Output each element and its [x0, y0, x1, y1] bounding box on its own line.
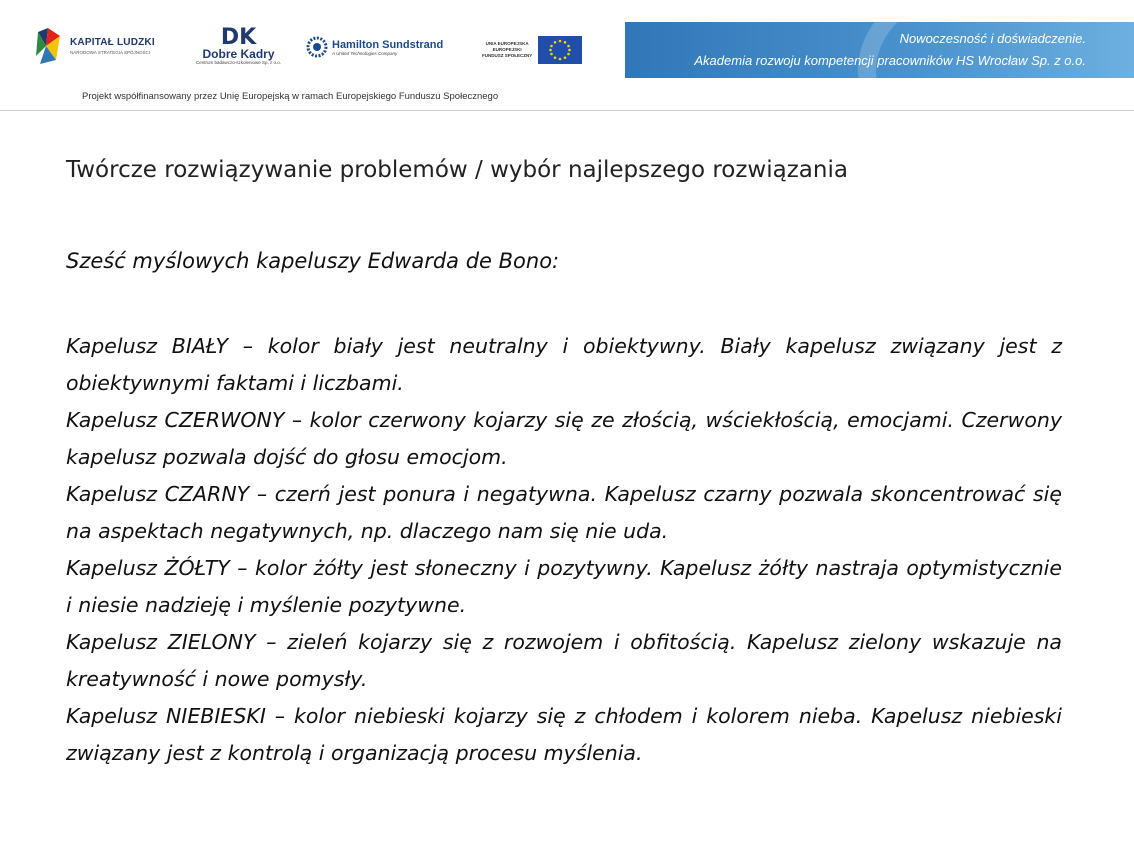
- eu-logo: [482, 36, 582, 64]
- cofinance-note: Projekt współfinansowany przez Unię Europejską w ramach Europejskiego Funduszu Społecznego: [82, 91, 499, 102]
- header-logos-bar: [0, 0, 1134, 112]
- eu-line3: FUNDUSZ SPOŁECZNY: [482, 53, 533, 58]
- banner-tagline: Nowoczesność i doświadczenie.: [899, 31, 1086, 46]
- eu-flag-icon: [538, 36, 582, 64]
- hats-list: [66, 328, 1062, 772]
- hamilton-globe-icon: [306, 36, 328, 58]
- hamilton-sundstrand-logo: [306, 36, 443, 58]
- hat-black-description: Kapelusz CZARNY – czerń jest ponura i negatywna. Kapelusz czarny pozwala skoncentrować się na aspektach negatywnych, np. dlaczego nam się nie uda.: [66, 482, 1062, 543]
- dobre-kadry-title: Dobre Kadry: [202, 47, 275, 61]
- hat-white-description: Kapelusz BIAŁY – kolor biały jest neutralny i obiektywny. Biały kapelusz związany jest z obiektywnymi faktami i liczbami.: [66, 334, 1062, 395]
- eu-line2: EUROPEJSKI: [492, 47, 522, 52]
- hamilton-title: Hamilton Sundstrand: [332, 38, 444, 51]
- slide-subtitle: Sześć myślowych kapeluszy Edwarda de Bono:: [66, 249, 560, 273]
- dobre-kadry-subtitle: Centrum badawczo-szkoleniowe Sp. z o.o.: [196, 60, 282, 65]
- banner-academy-name: Akademia rozwoju kompetencji pracowników HS Wrocław Sp. z o.o.: [694, 53, 1086, 68]
- kapital-ludzki-title: KAPITAŁ LUDZKI: [70, 37, 155, 48]
- eu-text: [482, 41, 532, 59]
- eu-line1: UNIA EUROPEJSKA: [485, 41, 529, 46]
- dobre-kadry-logo: [196, 25, 282, 65]
- kapital-ludzki-icon: [34, 26, 64, 66]
- hat-yellow-description: Kapelusz ŻÓŁTY – kolor żółty jest słoneczny i pozytywny. Kapelusz żółty nastraja optymistycznie i niesie nadzieję i myślenie pozytywne.: [66, 556, 1062, 617]
- project-banner: [625, 22, 1134, 78]
- slide-title: Twórcze rozwiązywanie problemów / wybór najlepszego rozwiązania: [66, 157, 848, 183]
- kapital-ludzki-logo: [34, 26, 155, 66]
- kapital-ludzki-subtitle: NARODOWA STRATEGIA SPÓJNOŚCI: [70, 50, 151, 55]
- hamilton-subtitle: A United Technologies Company: [332, 50, 398, 56]
- header-divider: [0, 110, 1134, 111]
- hat-red-description: Kapelusz CZERWONY – kolor czerwony kojarzy się ze złością, wściekłością, emocjami. Czerwony kapelusz pozwala dojść do głosu emocjom.: [66, 408, 1062, 469]
- hat-green-description: Kapelusz ZIELONY – zieleń kojarzy się z rozwojem i obfitością. Kapelusz zielony wskazuje na kreatywność i nowe pomysły.: [66, 630, 1062, 691]
- dobre-kadry-mark: DK: [220, 25, 257, 50]
- hat-blue-description: Kapelusz NIEBIESKI – kolor niebieski kojarzy się z chłodem i kolorem nieba. Kapelusz niebieski związany jest z kontrolą i organizacją procesu myślenia.: [66, 704, 1062, 765]
